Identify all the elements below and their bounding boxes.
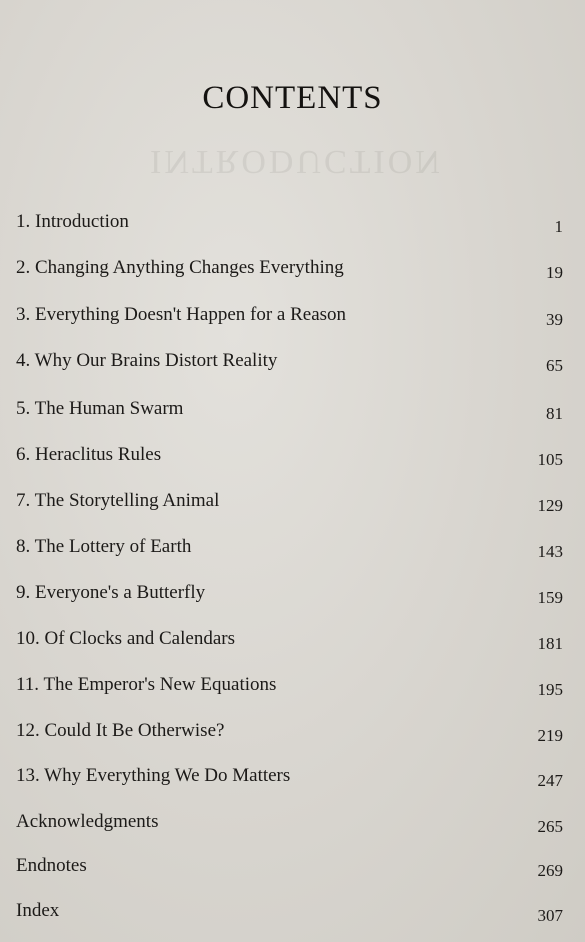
toc-entry bbox=[16, 211, 563, 241]
toc-entry bbox=[16, 720, 563, 750]
toc-entry-page: 219 bbox=[537, 726, 563, 745]
toc-entry-page: 247 bbox=[537, 771, 563, 790]
toc-entry-title: 10. Of Clocks and Calendars bbox=[16, 628, 235, 649]
toc-entry-page: 129 bbox=[537, 496, 563, 515]
page-title: CONTENTS bbox=[202, 80, 383, 116]
toc-entry-page: 81 bbox=[546, 404, 563, 423]
toc-entry bbox=[16, 900, 563, 930]
bleed-through-text: INTRODUCTION bbox=[150, 143, 443, 180]
toc-entry-page: 65 bbox=[546, 356, 563, 375]
toc-entry-page: 307 bbox=[537, 906, 563, 925]
toc-entry-title: 1. Introduction bbox=[16, 211, 129, 232]
toc-entry-title: Acknowledgments bbox=[16, 811, 159, 832]
toc-entry bbox=[16, 582, 563, 612]
toc-entry-page: 105 bbox=[537, 450, 563, 469]
toc-entry bbox=[16, 765, 563, 795]
toc-entry-title: 4. Why Our Brains Distort Reality bbox=[16, 350, 278, 371]
toc-entry bbox=[16, 536, 563, 566]
toc-entry bbox=[16, 304, 563, 334]
toc-entry bbox=[16, 855, 563, 885]
toc-entry-title: 12. Could It Be Otherwise? bbox=[16, 720, 225, 741]
toc-entry bbox=[16, 628, 563, 658]
toc-entry-page: 195 bbox=[537, 680, 563, 699]
toc-entry-title: 3. Everything Doesn't Happen for a Reason bbox=[16, 304, 347, 325]
toc-entry bbox=[16, 398, 563, 428]
toc-entry bbox=[16, 257, 563, 287]
toc-entry-page: 19 bbox=[546, 263, 563, 282]
toc-entry-title: 13. Why Everything We Do Matters bbox=[16, 765, 291, 786]
toc-entry bbox=[16, 444, 563, 474]
toc-entry-title: 2. Changing Anything Changes Everything bbox=[16, 257, 344, 278]
toc-entry-page: 181 bbox=[537, 634, 563, 653]
toc-entry-title: Endnotes bbox=[16, 855, 87, 876]
toc-entry-title: 8. The Lottery of Earth bbox=[16, 536, 192, 557]
toc-entry-page: 269 bbox=[537, 861, 563, 880]
toc-entry-title: 6. Heraclitus Rules bbox=[16, 444, 162, 465]
toc-entry-page: 39 bbox=[546, 310, 563, 329]
toc-entry-title: 5. The Human Swarm bbox=[16, 398, 184, 419]
toc-entry-title: 9. Everyone's a Butterfly bbox=[16, 582, 206, 603]
toc-entry bbox=[16, 674, 563, 704]
toc-entry-title: 11. The Emperor's New Equations bbox=[16, 674, 277, 695]
toc-entry-page: 143 bbox=[537, 542, 563, 561]
toc-entry-page: 159 bbox=[537, 588, 563, 607]
toc-entry-page: 265 bbox=[537, 817, 563, 836]
toc-entry-title: 7. The Storytelling Animal bbox=[16, 490, 220, 511]
toc-entry-page: 1 bbox=[554, 217, 563, 236]
toc-entry-title: Index bbox=[16, 900, 60, 921]
toc-entry bbox=[16, 811, 563, 841]
toc-entry bbox=[16, 350, 563, 380]
toc-entry bbox=[16, 490, 563, 520]
